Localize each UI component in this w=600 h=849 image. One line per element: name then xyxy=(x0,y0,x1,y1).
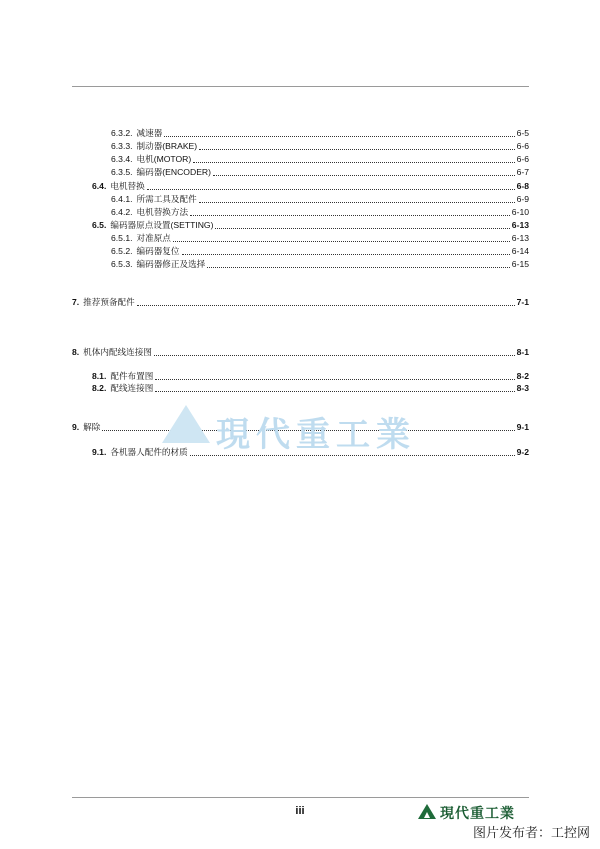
toc-leader-dots xyxy=(164,136,514,137)
logo-triangle-inner-icon xyxy=(424,812,430,818)
toc-entry-page: 6-13 xyxy=(511,233,529,243)
toc-entry-title: 机体内配线连接图 xyxy=(83,347,152,357)
logo-text: 現代重工業 xyxy=(440,806,515,822)
toc-entry-page: 6-10 xyxy=(511,207,529,217)
toc-entry-number: 6.3.2. xyxy=(111,128,133,138)
toc-entry-number: 6.5.2. xyxy=(111,246,133,256)
toc-entry-number: 6.3.5. xyxy=(111,167,133,177)
toc-leader-dots xyxy=(199,202,515,203)
watermark-triangle-icon xyxy=(162,405,210,443)
toc-entry-number: 6.4.2. xyxy=(111,207,133,217)
toc-entry-page: 6-7 xyxy=(516,167,529,177)
toc-entry-title: 减速器 xyxy=(136,128,163,138)
toc-entry-number: 8.1. xyxy=(92,371,107,381)
toc-entry-title: 电机(MOTOR) xyxy=(136,154,192,164)
toc-entry-page: 8-2 xyxy=(516,371,529,381)
header-rule xyxy=(72,86,529,87)
publisher-credit: 图片发布者：工控网 xyxy=(472,826,590,841)
toc-entry-number: 6.3.4. xyxy=(111,154,133,164)
toc-entry-page: 6-13 xyxy=(511,220,529,230)
toc-entry-number: 6.4. xyxy=(92,181,107,191)
toc-leader-dots xyxy=(199,149,514,150)
toc-entry-page: 6-15 xyxy=(511,259,529,269)
toc-entry-title: 配件布置图 xyxy=(110,371,154,381)
company-logo xyxy=(418,802,530,822)
toc-entry[interactable] xyxy=(111,153,529,165)
toc-entry[interactable] xyxy=(111,127,529,139)
watermark xyxy=(162,405,452,455)
toc-entry-title: 电机替换 xyxy=(110,181,145,191)
toc-leader-dots xyxy=(215,228,509,229)
toc-entry-number: 7. xyxy=(72,297,80,307)
toc-entry[interactable] xyxy=(111,258,529,270)
toc-entry[interactable] xyxy=(92,382,529,394)
toc-entry-page: 6-8 xyxy=(516,181,529,191)
toc-entry[interactable] xyxy=(72,296,529,308)
toc-entry-page: 9-1 xyxy=(516,422,529,432)
toc-entry[interactable] xyxy=(111,140,529,152)
toc-leader-dots xyxy=(193,162,514,163)
toc-leader-dots xyxy=(137,305,515,306)
toc-entry-title: 编码器修正及选择 xyxy=(136,259,206,269)
toc-leader-dots xyxy=(173,241,510,242)
toc-entry-title: 各机器人配件的材质 xyxy=(110,447,188,457)
toc-entry-number: 8.2. xyxy=(92,383,107,393)
toc-entry-page: 7-1 xyxy=(516,297,529,307)
toc-entry-page: 8-1 xyxy=(516,347,529,357)
toc-entry[interactable] xyxy=(92,370,529,382)
toc-leader-dots xyxy=(207,267,510,268)
toc-leader-dots xyxy=(190,215,510,216)
toc-entry[interactable] xyxy=(72,346,529,358)
toc-entry-page: 6-5 xyxy=(516,128,529,138)
page-number: iii xyxy=(295,805,305,817)
toc-entry-title: 编码器复位 xyxy=(136,246,180,256)
toc-entry-page: 9-2 xyxy=(516,447,529,457)
toc-leader-dots xyxy=(213,175,515,176)
toc-entry-number: 6.3.3. xyxy=(111,141,133,151)
toc-entry-title: 配线连接图 xyxy=(110,383,154,393)
toc-entry-number: 6.5.3. xyxy=(111,259,133,269)
toc-leader-dots xyxy=(155,391,514,392)
toc-entry-page: 8-3 xyxy=(516,383,529,393)
toc-entry-title: 所需工具及配件 xyxy=(136,194,197,204)
toc-entry-page: 6-14 xyxy=(511,246,529,256)
toc-entry-page: 6-6 xyxy=(516,154,529,164)
toc-entry[interactable] xyxy=(111,193,529,205)
toc-leader-dots xyxy=(147,189,515,190)
toc-entry-title: 解除 xyxy=(83,422,101,432)
toc-entry-number: 6.5.1. xyxy=(111,233,133,243)
toc-entry-number: 6.5. xyxy=(92,220,107,230)
watermark-text: 現代重工業 xyxy=(216,415,416,455)
footer-rule xyxy=(72,797,529,798)
toc-entry[interactable] xyxy=(92,180,529,192)
toc-entry-number: 6.4.1. xyxy=(111,194,133,204)
toc-entry-title: 制动器(BRAKE) xyxy=(136,141,198,151)
toc-entry-title: 电机替换方法 xyxy=(136,207,189,217)
toc-leader-dots xyxy=(155,379,514,380)
toc-entry[interactable] xyxy=(111,245,529,257)
toc-entry[interactable] xyxy=(111,206,529,218)
toc-entry-number: 9. xyxy=(72,422,80,432)
toc-entry-number: 9.1. xyxy=(92,447,107,457)
toc-entry[interactable] xyxy=(111,166,529,178)
toc-entry-title: 编码器(ENCODER) xyxy=(136,167,211,177)
toc-entry[interactable] xyxy=(92,219,529,231)
toc-leader-dots xyxy=(182,254,510,255)
toc-entry-page: 6-9 xyxy=(516,194,529,204)
toc-entry-title: 对准原点 xyxy=(136,233,171,243)
toc-entry-title: 编码器原点设置(SETTING) xyxy=(110,220,214,230)
toc-entry[interactable] xyxy=(111,232,529,244)
toc-entry-number: 8. xyxy=(72,347,80,357)
toc-entry-title: 推荐预备配件 xyxy=(83,297,135,307)
toc-entry-page: 6-6 xyxy=(516,141,529,151)
toc-leader-dots xyxy=(154,355,515,356)
